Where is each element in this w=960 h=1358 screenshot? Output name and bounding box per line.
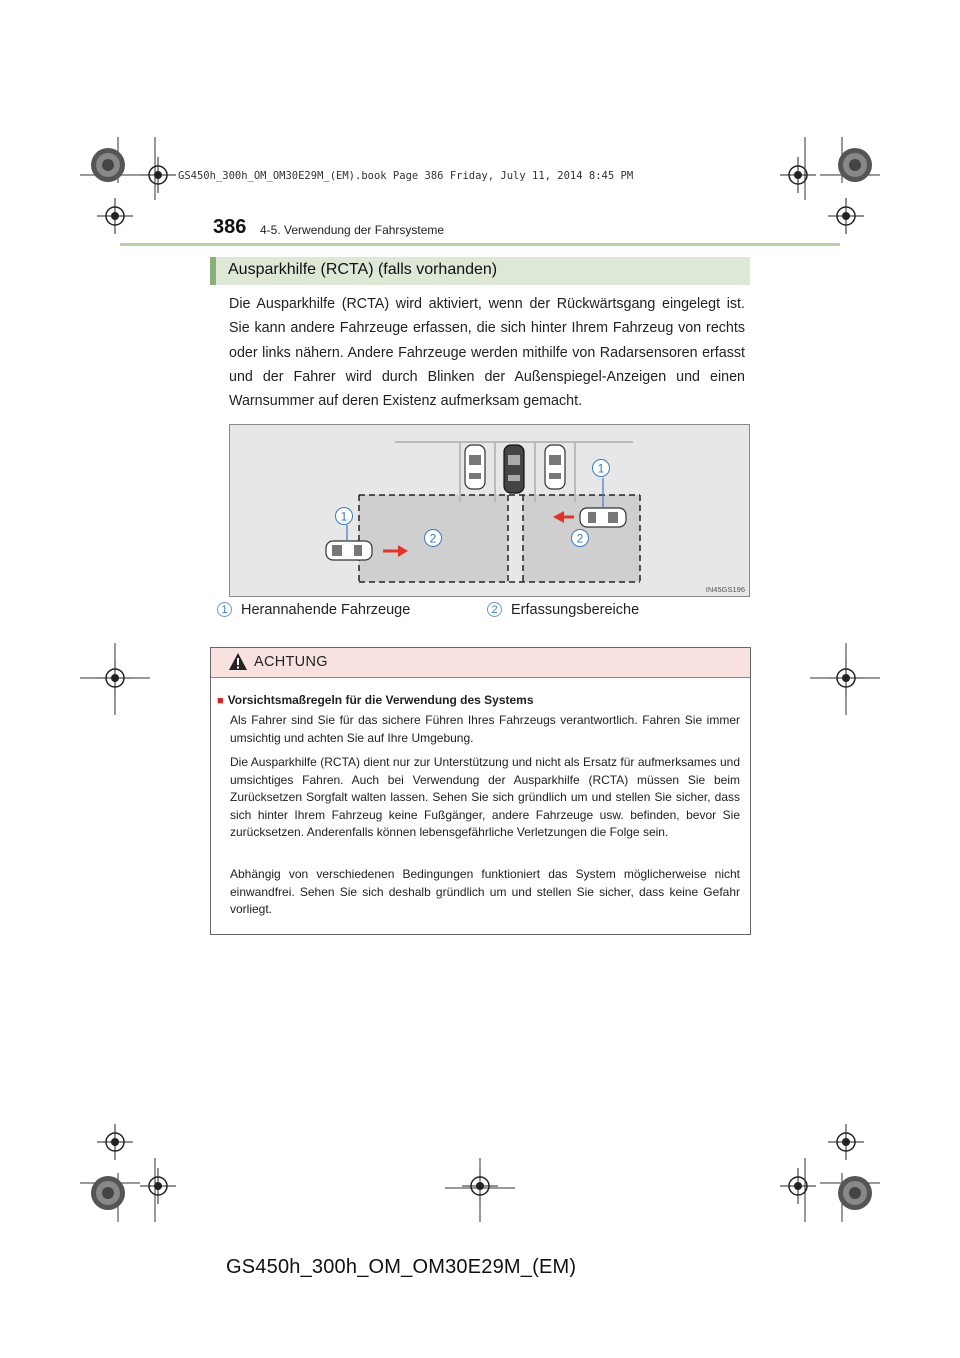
sunburst-mark-icon (835, 145, 875, 185)
callout-1-label: 1 (340, 509, 348, 524)
registration-mark-icon (95, 196, 135, 236)
sunburst-mark-icon (88, 145, 128, 185)
warning-subtitle: Vorsichtsmaßregeln für die Verwendung des Systems (227, 693, 534, 707)
registration-mark-icon (826, 196, 866, 236)
rcta-illustration (230, 425, 749, 596)
legend-item-approaching-vehicles (217, 602, 410, 618)
warning-title: ACHTUNG (254, 654, 328, 670)
parked-car (465, 445, 485, 489)
warning-paragraph: Als Fahrer sind Sie für das sichere Führen Ihres Fahrzeugs verantwortlich. Fahren Sie immer umsichtig und achten Sie auf Ihre Umgebung. (230, 713, 740, 745)
rcta-figure (229, 424, 750, 597)
legend-item-detection-areas (487, 602, 639, 618)
warning-subtitle-row (217, 693, 534, 707)
chapter-title: 4-5. Verwendung der Fahrsysteme (260, 223, 445, 237)
warning-paragraph: Die Ausparkhilfe (RCTA) dient nur zur Unterstützung und nicht als Ersatz für aufmerksames und umsichtiges Fahren. Auch bei Verwendung der Ausparkhilfe (RCTA) müssen Sie beim Zurücksetzen Sorgfalt walten lassen. Sehen Sie sich gründlich um und stellen Sie sicher, dass sich hinter Ihrem Fahrzeug keine Fußgänger, andere Fahrzeuge usw. befinden, bevor Sie zurücksetzen. Anderenfalls können lebensgefährliche Verletzungen die Folge sein. (230, 755, 740, 839)
callout-1-label: 1 (597, 461, 605, 476)
bullet-square-icon: ■ (217, 695, 224, 707)
warning-header (211, 648, 750, 678)
registration-mark-icon (778, 155, 818, 195)
legend-number: 1 (217, 602, 232, 617)
warning-paragraph: Abhängig von verschiedenen Bedingungen funktioniert das System möglicherweise nicht einwandfrei. Sehen Sie sich deshalb gründlich um und stellen Sie sicher, dass keine Gefahr vorliegt. (230, 867, 740, 916)
warning-triangle-icon (228, 652, 248, 672)
approaching-car-left (326, 541, 372, 560)
registration-mark-icon (826, 1122, 866, 1162)
approaching-car-right (580, 508, 626, 527)
sunburst-mark-icon (88, 1173, 128, 1213)
legend-label: Erfassungsbereiche (511, 602, 640, 618)
callout-2-label: 2 (429, 531, 437, 546)
callout-1-left (336, 508, 353, 525)
legend-label: Herannahende Fahrzeuge (241, 602, 411, 618)
registration-mark-icon (138, 155, 178, 195)
callout-2-label: 2 (576, 531, 584, 546)
registration-mark-icon (95, 658, 135, 698)
header-rule (120, 243, 840, 246)
own-vehicle (504, 445, 524, 493)
legend-number: 2 (487, 602, 502, 617)
registration-mark-icon (95, 1122, 135, 1162)
figure-code: IN45GS196 (705, 585, 745, 594)
registration-mark-icon (826, 658, 866, 698)
page-number: 386 (213, 216, 247, 238)
registration-mark-icon (460, 1166, 500, 1206)
warning-box (210, 647, 751, 935)
section-title: Ausparkhilfe (RCTA) (falls vorhanden) (228, 261, 498, 278)
parked-car (545, 445, 565, 489)
sunburst-mark-icon (835, 1173, 875, 1213)
footer-doc-id: GS450h_300h_OM_OM30E29M_(EM) (226, 1256, 577, 1278)
print-info: GS450h_300h_OM_OM30E29M_(EM).book Page 386 Friday, July 11, 2014 8:45 PM (178, 170, 634, 182)
callout-2-left (425, 530, 442, 547)
callout-2-right (572, 530, 589, 547)
section-header (210, 257, 750, 285)
registration-mark-icon (138, 1166, 178, 1206)
section-paragraph: Die Ausparkhilfe (RCTA) wird aktiviert, wenn der Rückwärtsgang eingelegt ist. Sie kann andere Fahrzeuge erfassen, die sich hinter Ihrem Fahrzeug von rechts oder links nähern. Andere Fahrzeuge werden mithilfe von Radarsensoren erfasst und der Fahrer wird durch Blinken der Außenspiegel-Anzeigen und einen Warnsummer auf deren Existenz aufmerksam gemacht. (229, 296, 745, 410)
registration-mark-icon (778, 1166, 818, 1206)
callout-1-right (593, 460, 610, 477)
